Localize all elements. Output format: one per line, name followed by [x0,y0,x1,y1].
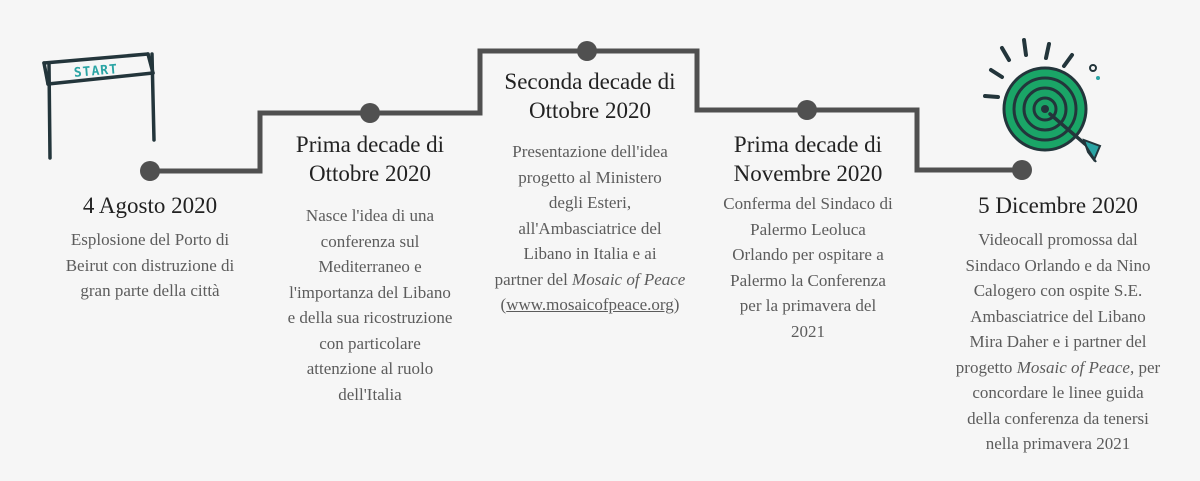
desc-line: 2021 [791,321,825,341]
milestone-5-date [938,191,1178,220]
date-line: Novembre 2020 [733,161,883,186]
milestone-1-description [40,227,260,304]
milestone-dot-5 [1012,160,1032,180]
milestone-4-date [700,130,916,188]
desc-text: partner del [494,269,573,289]
desc-line: gran parte della città [80,281,220,300]
milestone-dot-1 [140,161,160,181]
desc-line: Esplosione del Porto di [70,230,230,249]
desc-line: concordare le linee guida [972,383,1144,402]
desc-line: l'importanza del Libano [289,282,451,302]
desc-line: all'Ambasciatrice del [518,218,662,238]
date-line: Prima decade di [733,132,883,157]
paren-close: ) [673,295,680,314]
desc-line: Conferma del Sindaco di [723,194,893,213]
target-icon [985,40,1100,162]
date-line: Prima decade di [295,132,445,157]
milestone-4-description [700,191,916,344]
desc-text: per [1134,357,1161,377]
desc-line: nella primavera 2021 [985,434,1131,453]
start-sign-text: START [73,62,119,81]
desc-line: Videocall promossa dal [978,230,1138,249]
desc-line: Palermo Leoluca [750,219,866,239]
date-line: Seconda decade di [504,69,676,94]
desc-line: Orlando per ospitare a [732,245,884,264]
desc-line: Calogero con ospite S.E. [973,281,1143,300]
date-line: Ottobre 2020 [308,161,431,186]
desc-line [482,292,698,318]
milestone-2-date [262,130,478,188]
desc-line: Libano in Italia e ai [523,244,657,263]
milestone-1-date-text: 4 Agosto 2020 [82,193,218,218]
milestone-1-date [40,191,260,220]
desc-text: progetto [955,357,1017,377]
desc-line: Ambasciatrice del Libano [970,306,1146,326]
desc-line: Nasce l'idea di una [305,206,435,225]
desc-line: per la primavera del [739,296,877,315]
desc-line: Beirut con distruzione di [65,255,235,275]
desc-line: Mira Daher e i partner del [969,332,1147,351]
paren-open: ( [500,295,507,314]
desc-line: Palermo la Conferenza [730,270,886,290]
milestone-2-description [262,203,478,407]
desc-line: degli Esteri, [548,193,632,212]
mosaic-of-peace-link[interactable]: www.mosaicofpeace.org [506,295,674,314]
milestone-dot-3 [577,41,597,61]
desc-line: conferenza sul [320,231,420,251]
desc-line: dell'Italia [338,384,402,404]
project-name: Mosaic of Peace, [1016,357,1135,377]
desc-line: attenzione al ruolo [306,359,434,378]
milestone-3-date [482,67,698,125]
milestone-5-description [938,227,1178,457]
milestone-dot-4 [797,100,817,120]
desc-line: della conferenza da tenersi [967,408,1149,428]
desc-line [938,355,1178,381]
milestone-dot-2 [360,103,380,123]
milestone-3-description [482,139,698,318]
desc-line: Mediterraneo e [318,257,422,276]
desc-line: e della sua ricostruzione [287,308,453,327]
project-name: Mosaic of Peace [572,269,686,289]
desc-line: Sindaco Orlando e da Nino [965,255,1151,275]
desc-line: Presentazione dell'idea [512,142,668,161]
date-line: 5 Dicembre 2020 [978,193,1138,218]
desc-line: progetto al Ministero [518,167,662,187]
date-line: Ottobre 2020 [528,98,651,123]
desc-line [482,267,698,293]
desc-line: con particolare [319,333,421,353]
